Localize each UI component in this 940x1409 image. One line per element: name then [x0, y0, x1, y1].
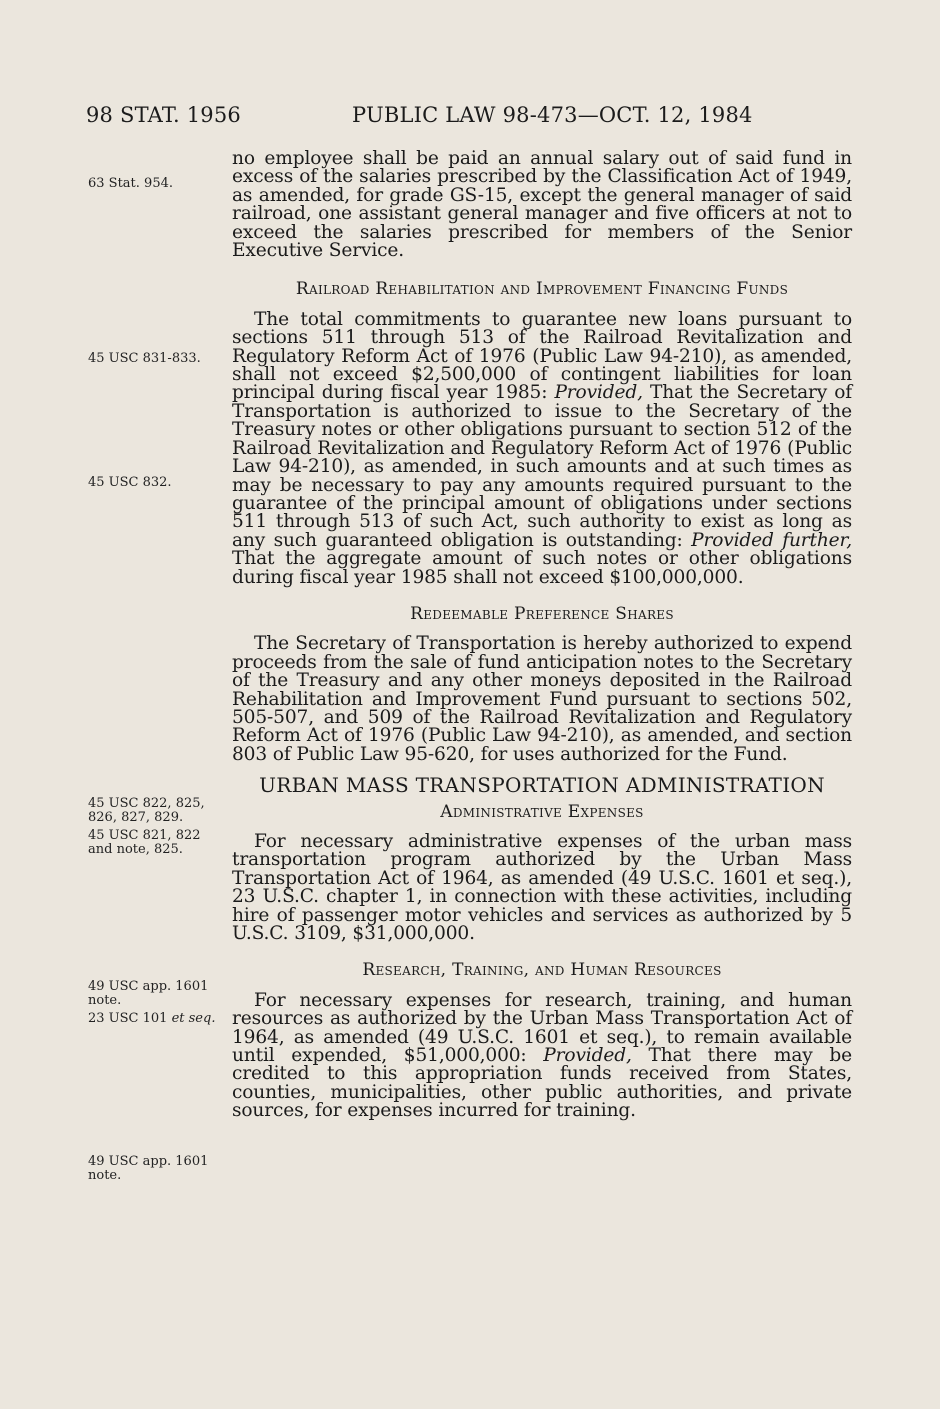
paragraph-text: That there may be credited to this appropriation funds received from States, counties, municipalities, other public authorities, and private sources, for expenses incurred for training.	[232, 1045, 852, 1122]
public-law-title: PUBLIC LAW 98-473—OCT. 12, 1984	[352, 103, 753, 127]
margin-note: 49 USC app. 1601 note.	[88, 979, 209, 1008]
margin-note-text: 23 USC 101	[88, 1011, 168, 1026]
paragraph-text: The total commitments to guarantee new loans pursuant to sections 511 through 513 of the Railroad Revitalization and Regulatory Reform Act of 1976 (Public Law 94-210), as amended, shall not exceed $2,500,000 of contingent liabilities for loan principal during fiscal year 1985:	[232, 308, 852, 404]
paragraph-text: That the Secretary of Transportation is authorized to issue to the Secretary of the Treasury notes or other obligations pursuant to section 512 of the Railroad Revitalization and Regulatory Reform Act of 1976 (Public Law 94-210), as amended, in such amounts and at such times as may be necessary to pay any amounts required pursuant to the guarantee of the principal amount of obligations under sections 511 through 513 of such Act, such authority to exist as long as any such guaranteed obligation is outstanding:	[232, 382, 852, 551]
section-heading: Research, Training, and Human Resources	[362, 960, 722, 981]
paragraph: no employee shall be paid an annual salary out of said fund in excess of the salaries prescribed by the Classification Act of 1949, as amended, for grade GS-15, except the general manager of said railroad, one assistant general manager and five officers at not to exceed the salaries prescribed for members of the Senior Executive Service.	[232, 148, 852, 262]
paragraph	[232, 989, 852, 1122]
paragraph-italic: Provided further,	[691, 529, 852, 551]
margin-note: 49 USC app. 1601 note.	[88, 1154, 209, 1183]
paragraph	[232, 308, 852, 588]
section-heading: Administrative Expenses	[440, 801, 644, 822]
paragraph: The Secretary of Transportation is hereby authorized to expend proceeds from the sale of fund anticipation notes to the Secretary of the Treasury and any other moneys deposited in the Railroad Rehabilitation and Improvement Fund pursuant to sections 502, 505-507, and 509 of the Railroad Revitalization and Regulatory Reform Act of 1976 (Public Law 94-210), as amended, and section 803 of Public Law 95-620, for uses authorized for the Fund.	[232, 633, 852, 765]
margin-note: 45 USC 831-833.	[88, 351, 201, 366]
margin-note: 45 USC 822, 825, 826, 827, 829.	[88, 796, 205, 825]
margin-note	[88, 1012, 216, 1026]
agency-heading: URBAN MASS TRANSPORTATION ADMINISTRATION	[259, 773, 825, 798]
margin-note-italic: et seq.	[171, 1011, 216, 1026]
main-text-column	[232, 150, 852, 1121]
running-head	[86, 103, 866, 135]
statute-page-number: 98 STAT. 1956	[86, 103, 241, 127]
section-heading: Railroad Rehabilitation and Improvement Financing Funds	[295, 279, 789, 300]
margin-note: 63 Stat. 954.	[88, 176, 173, 191]
margin-note: 45 USC 821, 822 and note, 825.	[88, 828, 201, 857]
paragraph-italic: Provided,	[543, 1045, 632, 1067]
paragraph-text: For necessary expenses for research, training, and human resources as authorized by the Urban Mass Transportation Act of 1964, as amended (49 U.S.C. 1601 et seq.), to remain available until expended, $51,000,000:	[232, 989, 852, 1067]
paragraph-italic: Provided,	[554, 382, 643, 404]
paragraph: For necessary administrative expenses of the urban mass transportation program authorized by the Urban Mass Transportation Act of 1964, as amended (49 U.S.C. 1601 et seq.), 23 U.S.C. chapter 1, in connection with these activities, including hire of passenger motor vehicles and services as authorized by 5 U.S.C. 3109, $31,000,000.	[232, 831, 852, 945]
margin-note: 45 USC 832.	[88, 475, 172, 490]
paragraph-text: That the aggregate amount of such notes or other obligations during fiscal year 1985 shall not exceed $100,000,000.	[232, 548, 852, 588]
section-heading: Redeemable Preference Shares	[410, 603, 674, 624]
